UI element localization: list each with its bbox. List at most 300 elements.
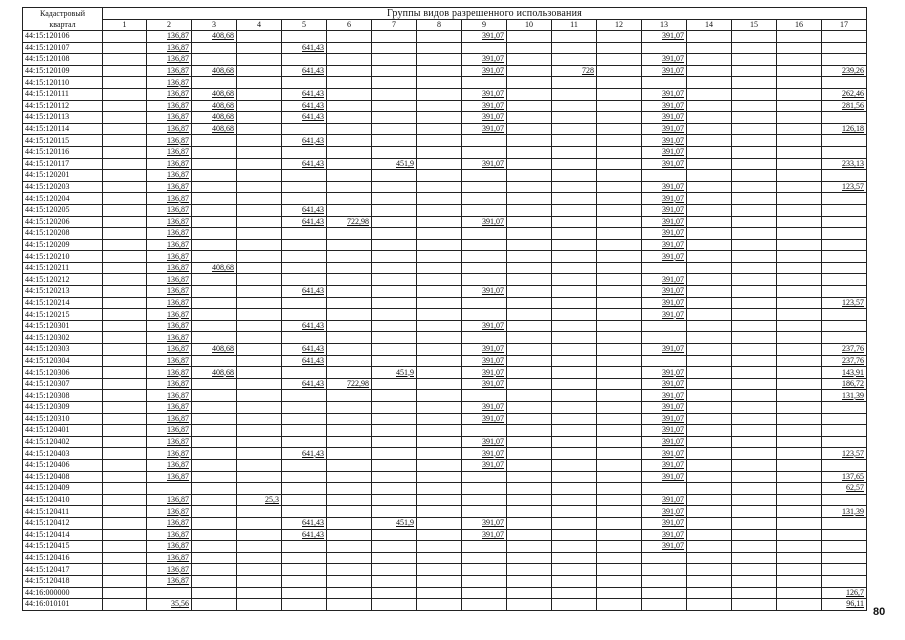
- value-cell: [417, 436, 462, 448]
- value-cell: [103, 251, 147, 263]
- value-cell: [597, 506, 642, 518]
- value-cell: [103, 112, 147, 124]
- value-cell: [507, 367, 552, 379]
- value-cell: [192, 216, 237, 228]
- value-cell: [237, 541, 282, 553]
- value-cell: [372, 193, 417, 205]
- value-cell: [732, 575, 777, 587]
- value-cell: 641,43: [282, 286, 327, 298]
- value-cell: [327, 123, 372, 135]
- value-cell: [237, 228, 282, 240]
- value-cell: 123,57: [822, 181, 867, 193]
- value-cell: [822, 135, 867, 147]
- value-cell: [777, 239, 822, 251]
- value-cell: [507, 42, 552, 54]
- value-cell: [462, 239, 507, 251]
- cadastral-code-cell: 44:15:120301: [23, 320, 103, 332]
- column-number-header: 6: [327, 20, 372, 31]
- value-cell: [417, 135, 462, 147]
- value-cell: 408,68: [192, 123, 237, 135]
- cadastral-code-cell: 44:15:120201: [23, 170, 103, 182]
- value-cell: [372, 54, 417, 66]
- value-cell: [687, 170, 732, 182]
- value-cell: [103, 367, 147, 379]
- value-cell: [103, 204, 147, 216]
- value-cell: [597, 181, 642, 193]
- value-cell: [507, 31, 552, 43]
- value-cell: [777, 367, 822, 379]
- value-cell: [237, 42, 282, 54]
- value-cell: [237, 332, 282, 344]
- value-cell: [822, 239, 867, 251]
- value-cell: [282, 575, 327, 587]
- value-cell: [282, 402, 327, 414]
- value-cell: 391,07: [642, 228, 687, 240]
- value-cell: 391,07: [642, 123, 687, 135]
- value-cell: [147, 483, 192, 495]
- value-cell: [237, 135, 282, 147]
- value-cell: [103, 181, 147, 193]
- table-row: [23, 193, 867, 205]
- value-cell: [237, 146, 282, 158]
- table-row: [23, 506, 867, 518]
- value-cell: [777, 471, 822, 483]
- table-row: [23, 390, 867, 402]
- value-cell: 641,43: [282, 65, 327, 77]
- table-row: [23, 88, 867, 100]
- value-cell: [417, 367, 462, 379]
- value-cell: 391,07: [462, 100, 507, 112]
- value-cell: [417, 378, 462, 390]
- cadastral-code-cell: 44:15:120414: [23, 529, 103, 541]
- value-cell: [732, 228, 777, 240]
- value-cell: [687, 239, 732, 251]
- value-cell: [687, 506, 732, 518]
- value-cell: [372, 228, 417, 240]
- value-cell: [462, 471, 507, 483]
- value-cell: [372, 459, 417, 471]
- value-cell: 391,07: [642, 413, 687, 425]
- table-row: [23, 436, 867, 448]
- value-cell: 391,07: [462, 31, 507, 43]
- value-cell: [507, 123, 552, 135]
- cadastral-code-cell: 44:15:120212: [23, 274, 103, 286]
- value-cell: [687, 65, 732, 77]
- value-cell: [327, 112, 372, 124]
- value-cell: 408,68: [192, 88, 237, 100]
- value-cell: 136,87: [147, 123, 192, 135]
- value-cell: 136,87: [147, 332, 192, 344]
- value-cell: [777, 228, 822, 240]
- value-cell: [732, 494, 777, 506]
- value-cell: [732, 88, 777, 100]
- value-cell: [417, 146, 462, 158]
- value-cell: [597, 42, 642, 54]
- value-cell: [327, 402, 372, 414]
- value-cell: [237, 564, 282, 576]
- value-cell: [597, 367, 642, 379]
- value-cell: [417, 170, 462, 182]
- value-cell: [237, 378, 282, 390]
- value-cell: [777, 100, 822, 112]
- value-cell: 136,87: [147, 575, 192, 587]
- value-cell: [192, 77, 237, 89]
- value-cell: [777, 54, 822, 66]
- value-cell: [192, 42, 237, 54]
- value-cell: [372, 112, 417, 124]
- value-cell: [552, 204, 597, 216]
- value-cell: [327, 262, 372, 274]
- value-cell: [103, 286, 147, 298]
- value-cell: [552, 77, 597, 89]
- value-cell: 722,98: [327, 216, 372, 228]
- table-row: [23, 158, 867, 170]
- value-cell: [822, 541, 867, 553]
- value-cell: 131,39: [822, 390, 867, 402]
- value-cell: [822, 228, 867, 240]
- value-cell: 136,87: [147, 355, 192, 367]
- value-cell: 391,07: [642, 506, 687, 518]
- value-cell: [507, 413, 552, 425]
- value-cell: [552, 274, 597, 286]
- value-cell: [732, 471, 777, 483]
- value-cell: 137,65: [822, 471, 867, 483]
- value-cell: [687, 181, 732, 193]
- value-cell: 391,07: [462, 355, 507, 367]
- value-cell: [687, 135, 732, 147]
- value-cell: 136,87: [147, 239, 192, 251]
- value-cell: [237, 123, 282, 135]
- value-cell: [687, 564, 732, 576]
- value-cell: 391,07: [642, 448, 687, 460]
- value-cell: 136,87: [147, 204, 192, 216]
- value-cell: 136,87: [147, 286, 192, 298]
- value-cell: [462, 297, 507, 309]
- value-cell: [327, 158, 372, 170]
- table-row: [23, 332, 867, 344]
- value-cell: [372, 88, 417, 100]
- value-cell: [237, 297, 282, 309]
- value-cell: [777, 193, 822, 205]
- table-row: [23, 494, 867, 506]
- value-cell: [192, 170, 237, 182]
- value-cell: [552, 146, 597, 158]
- value-cell: [192, 355, 237, 367]
- value-cell: [282, 367, 327, 379]
- value-cell: [417, 332, 462, 344]
- value-cell: [822, 146, 867, 158]
- value-cell: [777, 77, 822, 89]
- table-row: [23, 483, 867, 495]
- value-cell: [327, 413, 372, 425]
- value-cell: [777, 413, 822, 425]
- value-cell: [192, 204, 237, 216]
- value-cell: [327, 181, 372, 193]
- cadastral-code-cell: 44:15:120411: [23, 506, 103, 518]
- value-cell: [597, 146, 642, 158]
- value-cell: [732, 286, 777, 298]
- value-cell: [372, 599, 417, 611]
- column-number-header: 9: [462, 20, 507, 31]
- value-cell: [687, 459, 732, 471]
- value-cell: [192, 587, 237, 599]
- value-cell: [462, 251, 507, 263]
- value-cell: [103, 494, 147, 506]
- value-cell: [282, 587, 327, 599]
- value-cell: [237, 100, 282, 112]
- value-cell: [552, 42, 597, 54]
- value-cell: [552, 112, 597, 124]
- value-cell: [372, 494, 417, 506]
- value-cell: 408,68: [192, 112, 237, 124]
- value-cell: [687, 344, 732, 356]
- value-cell: [327, 471, 372, 483]
- value-cell: 391,07: [462, 378, 507, 390]
- value-cell: [372, 413, 417, 425]
- value-cell: [417, 65, 462, 77]
- value-cell: [327, 65, 372, 77]
- value-cell: [507, 390, 552, 402]
- value-cell: [507, 459, 552, 471]
- value-cell: [327, 320, 372, 332]
- value-cell: [552, 181, 597, 193]
- value-cell: [732, 541, 777, 553]
- value-cell: [282, 425, 327, 437]
- value-cell: 391,07: [642, 274, 687, 286]
- value-cell: [103, 483, 147, 495]
- value-cell: [103, 564, 147, 576]
- value-cell: [103, 552, 147, 564]
- value-cell: [732, 31, 777, 43]
- table-row: [23, 541, 867, 553]
- value-cell: [417, 251, 462, 263]
- value-cell: [103, 193, 147, 205]
- value-cell: 391,07: [642, 135, 687, 147]
- value-cell: 136,87: [147, 517, 192, 529]
- value-cell: [822, 274, 867, 286]
- column-number-header: 8: [417, 20, 462, 31]
- value-cell: 391,07: [642, 471, 687, 483]
- value-cell: 237,76: [822, 355, 867, 367]
- value-cell: [507, 541, 552, 553]
- value-cell: 641,43: [282, 216, 327, 228]
- value-cell: [103, 274, 147, 286]
- value-cell: [552, 494, 597, 506]
- value-cell: [237, 193, 282, 205]
- value-cell: [507, 193, 552, 205]
- value-cell: [507, 135, 552, 147]
- value-cell: [552, 100, 597, 112]
- value-cell: [507, 529, 552, 541]
- value-cell: 391,07: [642, 181, 687, 193]
- value-cell: [103, 436, 147, 448]
- value-cell: [777, 286, 822, 298]
- value-cell: [372, 436, 417, 448]
- value-cell: [327, 587, 372, 599]
- value-cell: [327, 135, 372, 147]
- value-cell: [103, 332, 147, 344]
- value-cell: [417, 483, 462, 495]
- value-cell: 451,9: [372, 367, 417, 379]
- value-cell: [507, 146, 552, 158]
- table-row: [23, 413, 867, 425]
- value-cell: [282, 181, 327, 193]
- value-cell: [417, 309, 462, 321]
- value-cell: 136,87: [147, 146, 192, 158]
- table-row: [23, 181, 867, 193]
- value-cell: [732, 402, 777, 414]
- table-row: [23, 77, 867, 89]
- value-cell: [507, 216, 552, 228]
- value-cell: [372, 274, 417, 286]
- value-cell: 126,7: [822, 587, 867, 599]
- value-cell: [103, 100, 147, 112]
- value-cell: [103, 599, 147, 611]
- value-cell: [372, 320, 417, 332]
- value-cell: [103, 31, 147, 43]
- value-cell: [282, 262, 327, 274]
- value-cell: [237, 77, 282, 89]
- value-cell: [237, 355, 282, 367]
- cadastral-code-cell: 44:15:120115: [23, 135, 103, 147]
- value-cell: [282, 297, 327, 309]
- value-cell: [417, 123, 462, 135]
- value-cell: 391,07: [462, 54, 507, 66]
- value-cell: [732, 123, 777, 135]
- value-cell: 391,07: [462, 88, 507, 100]
- table-row: [23, 274, 867, 286]
- value-cell: 391,07: [642, 297, 687, 309]
- value-cell: 136,87: [147, 552, 192, 564]
- value-cell: [732, 251, 777, 263]
- value-cell: [732, 309, 777, 321]
- value-cell: [732, 135, 777, 147]
- value-cell: [822, 575, 867, 587]
- value-cell: [103, 587, 147, 599]
- value-cell: [192, 517, 237, 529]
- value-cell: [552, 425, 597, 437]
- value-cell: [777, 332, 822, 344]
- value-cell: [597, 54, 642, 66]
- value-cell: [192, 286, 237, 298]
- value-cell: [507, 297, 552, 309]
- value-cell: [282, 436, 327, 448]
- value-cell: [552, 402, 597, 414]
- value-cell: [687, 436, 732, 448]
- value-cell: [327, 54, 372, 66]
- value-cell: [103, 309, 147, 321]
- value-cell: [372, 251, 417, 263]
- value-cell: [192, 320, 237, 332]
- value-cell: 391,07: [642, 251, 687, 263]
- value-cell: 391,07: [642, 100, 687, 112]
- value-cell: [597, 390, 642, 402]
- column-number-header: 15: [732, 20, 777, 31]
- table-row: [23, 587, 867, 599]
- table-row: [23, 123, 867, 135]
- cadastral-code-cell: 44:15:120406: [23, 459, 103, 471]
- value-cell: [282, 471, 327, 483]
- column-number-header: 1: [103, 20, 147, 31]
- value-cell: [282, 77, 327, 89]
- value-cell: [192, 146, 237, 158]
- value-cell: [597, 587, 642, 599]
- value-cell: 391,07: [462, 344, 507, 356]
- value-cell: [103, 42, 147, 54]
- value-cell: [597, 135, 642, 147]
- value-cell: [462, 599, 507, 611]
- value-cell: [777, 425, 822, 437]
- value-cell: [237, 413, 282, 425]
- value-cell: [777, 88, 822, 100]
- cadastral-code-cell: 44:15:120209: [23, 239, 103, 251]
- table-row: [23, 344, 867, 356]
- table-row: [23, 239, 867, 251]
- value-cell: [462, 146, 507, 158]
- value-cell: [732, 112, 777, 124]
- value-cell: [732, 332, 777, 344]
- value-cell: 136,87: [147, 320, 192, 332]
- value-cell: [732, 459, 777, 471]
- value-cell: 722,98: [327, 378, 372, 390]
- value-cell: 391,07: [642, 367, 687, 379]
- value-cell: 391,07: [642, 541, 687, 553]
- value-cell: [192, 483, 237, 495]
- value-cell: [282, 31, 327, 43]
- cadastral-code-cell: 44:15:120113: [23, 112, 103, 124]
- value-cell: [687, 216, 732, 228]
- value-cell: [597, 529, 642, 541]
- value-cell: [687, 123, 732, 135]
- value-cell: [462, 564, 507, 576]
- value-cell: [552, 459, 597, 471]
- value-cell: [327, 494, 372, 506]
- value-cell: [417, 599, 462, 611]
- value-cell: [597, 112, 642, 124]
- cadastral-code-cell: 44:15:120208: [23, 228, 103, 240]
- value-cell: 123,57: [822, 448, 867, 460]
- value-cell: [777, 262, 822, 274]
- value-cell: 136,87: [147, 135, 192, 147]
- value-cell: [462, 77, 507, 89]
- value-cell: [687, 100, 732, 112]
- value-cell: [687, 31, 732, 43]
- value-cell: [327, 193, 372, 205]
- value-cell: 186,72: [822, 378, 867, 390]
- value-cell: [462, 425, 507, 437]
- table-row: [23, 575, 867, 587]
- value-cell: 237,76: [822, 344, 867, 356]
- value-cell: [327, 146, 372, 158]
- value-cell: [777, 135, 822, 147]
- value-cell: 391,07: [462, 286, 507, 298]
- value-cell: [552, 575, 597, 587]
- value-cell: [777, 506, 822, 518]
- value-cell: 391,07: [642, 158, 687, 170]
- value-cell: 391,07: [642, 425, 687, 437]
- value-cell: [192, 564, 237, 576]
- value-cell: [237, 65, 282, 77]
- value-cell: [417, 54, 462, 66]
- value-cell: [777, 344, 822, 356]
- value-cell: [507, 170, 552, 182]
- value-cell: [507, 587, 552, 599]
- value-cell: [417, 274, 462, 286]
- value-cell: [103, 65, 147, 77]
- value-cell: [282, 413, 327, 425]
- value-cell: [103, 320, 147, 332]
- value-cell: [642, 262, 687, 274]
